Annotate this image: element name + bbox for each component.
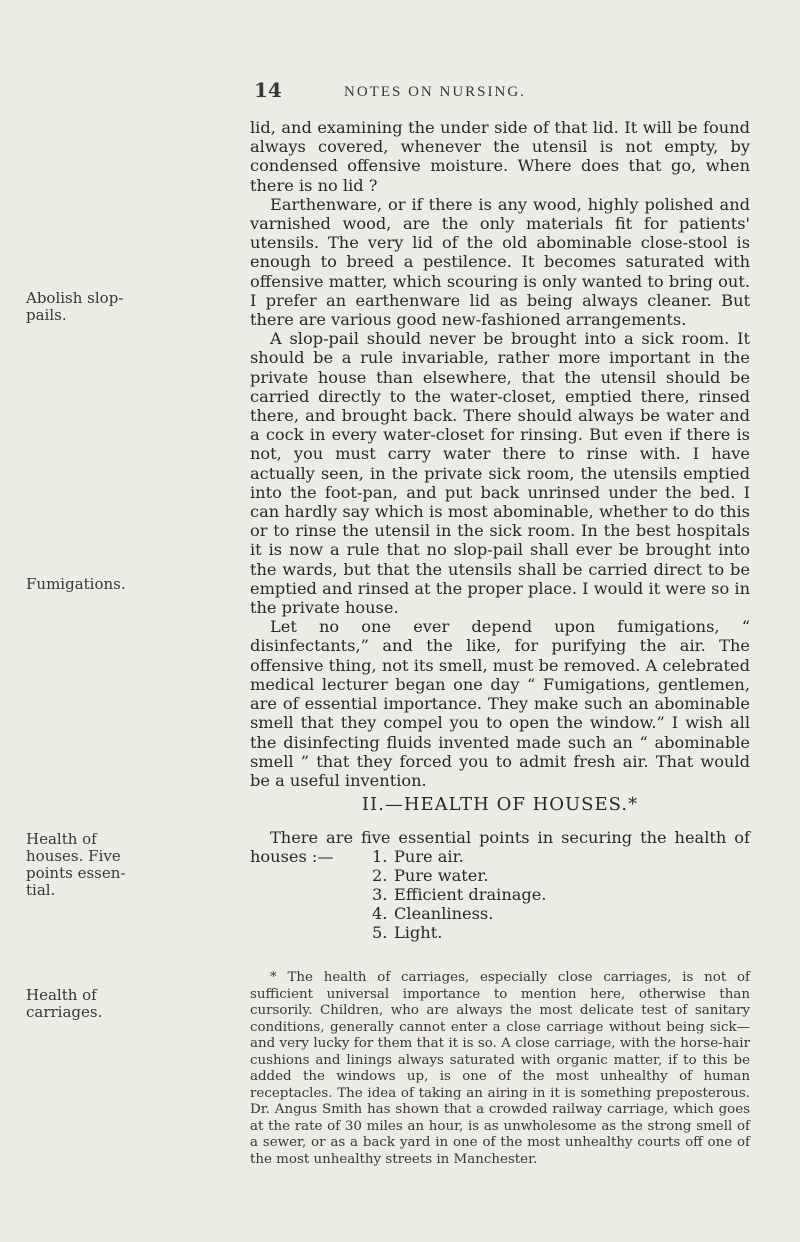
section-heading: II.—HEALTH OF HOUSES.* xyxy=(361,794,639,815)
footnote-text: * The health of carriages, especially close carriages, is not of sufficient universal importance to mention here, otherwise than cursorily. Children, who are always the most delicate test of sanitary conditions, generally cannot enter a close carriage without being sick—and very lucky for them that it is so. A close carriage, with the horse-hair cushions and linings always saturated with organic matter, if to this be added the windows up, is one of the most unhealthy of human receptacles. The idea of taking an airing in it is something preposterous. Dr. Angus Smith has shown that a crowded railway carriage, which goes at the rate of 30 miles an hour, is as unwholesome as the strong smell of a sewer, or as a back yard in one of the most unhealthy courts off one of the most unhealthy streets in Manchester. xyxy=(250,970,750,1167)
section-intro: There are five essential points in securing the health of houses :— xyxy=(250,828,750,867)
list-item: 5. Light. xyxy=(372,923,443,942)
margin-note-fumigations: Fumigations. xyxy=(26,575,126,593)
essential-points-list xyxy=(372,847,547,942)
margin-note-health-of-carriages: Health of carriages. xyxy=(26,986,103,1021)
main-text xyxy=(250,118,750,790)
margin-note-health-of-houses: Health of houses. Five points essential. xyxy=(26,830,126,899)
paragraph: A slop-pail should never be brought into a sick room. It should be a rule invariable, rather more important in the private house than elsewhere, that the utensil should be carried directly to the water-closet, emptied there, rinsed there, and brought back. There should always be water and a cock in every water-closet for rinsing. But even if there is not, you must carry water there to rinse with. I have actually seen, in the private sick room, the utensils emptied into the foot-pan, and put back unrinsed under the bed. I can hardly say which is most abominable, whether to do this or to rinse the utensil in the sick room. In the best hospitals it is now a rule that no slop-pail shall ever be brought into the wards, but that the utensils shall be carried direct to be emptied and rinsed at the proper place. I would it were so in the private house. xyxy=(250,329,750,618)
list-item: 3. Efficient drainage. xyxy=(372,885,547,904)
paragraph: lid, and examining the under side of that lid. It will be found always covered, whenever the utensil is not empty, by condensed offensive moisture. Where does that go, when there is no lid ? xyxy=(250,118,750,195)
running-head: NOTES ON NURSING. xyxy=(344,84,526,100)
page-header xyxy=(0,78,800,108)
paragraph: Let no one ever depend upon fumigations, “ disinfectants,” and the like, for purifying the air. The offensive thing, not its smell, must be removed. A celebrated medical lecturer began one day “ Fumigations, gentlemen, are of essential importance. They make such an abominable smell that they compel you to open the window.” I wish all the disinfecting fluids invented made such an “ abominable smell ” that they forced you to admit fresh air. That would be a useful invention. xyxy=(250,617,750,790)
paragraph: Earthenware, or if there is any wood, highly polished and varnished wood, are the only materials fit for patients' utensils. The very lid of the old abominable close-stool is enough to breed a pestilence. It becomes saturated with offensive matter, which scouring is only wanted to bring out. I prefer an earthenware lid as being always cleaner. But there are various good new-fashioned arrangements. xyxy=(250,194,750,330)
list-item: 4. Cleanliness. xyxy=(372,904,494,923)
footnote xyxy=(250,970,750,1168)
page-number: 14 xyxy=(254,78,282,102)
margin-note-slop-pails: Abolish slop-pails. xyxy=(26,289,124,324)
list-item: 1. Pure air. xyxy=(372,847,464,866)
list-item: 2. Pure water. xyxy=(372,866,489,885)
